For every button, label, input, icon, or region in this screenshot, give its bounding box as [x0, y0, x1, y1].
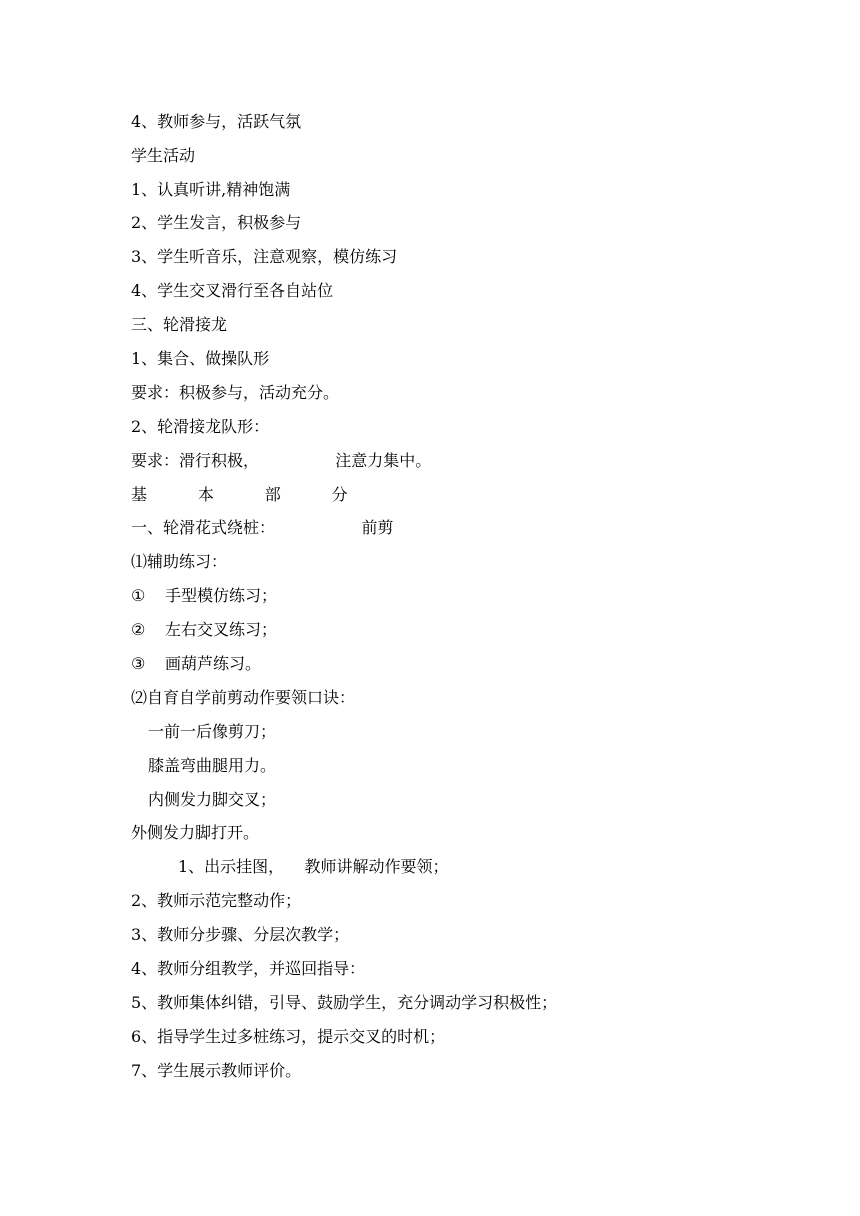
text-line: 4、教师分组教学，并巡回指导： [131, 959, 366, 978]
list-item-text: 画葫芦练习。 [165, 654, 262, 673]
text-line: 要求：积极参与，活动充分。 [131, 383, 340, 402]
section-heading: 基 本 部 分 [131, 485, 348, 504]
text-line: 2、学生发言，积极参与 [131, 213, 302, 232]
list-marker: ① [131, 586, 146, 605]
text-line: 7、学生展示教师评价。 [131, 1061, 302, 1080]
list-marker: ③ [131, 654, 146, 673]
verse-line: 内侧发力脚交叉； [148, 790, 277, 809]
list-item [131, 586, 277, 606]
text-line: 4、学生交叉滑行至各自站位 [131, 281, 334, 300]
text-line: 2、教师示范完整动作； [131, 891, 302, 910]
text-line: 4、教师参与，活跃气氛 [131, 112, 302, 131]
text-line: 1、认真听讲,精神饱满 [131, 180, 291, 199]
text-line: ⑵自育自学前剪动作要领口诀： [131, 688, 356, 707]
verse-line: 膝盖弯曲腿用力。 [148, 756, 277, 775]
text-line: 2、轮滑接龙队形： [131, 417, 270, 436]
list-item-text: 左右交叉练习； [165, 620, 278, 639]
text-line: 要求：滑行积极， 注意力集中。 [131, 451, 432, 470]
list-item [131, 620, 277, 640]
verse-line: 一前一后像剪刀； [148, 722, 277, 741]
list-item-text: 手型模仿练习； [165, 586, 278, 605]
section-heading: 学生活动 [131, 146, 196, 165]
list-item [131, 654, 261, 674]
text-line: 1、集合、做操队形 [131, 349, 270, 368]
list-marker: ② [131, 620, 146, 639]
text-line: ⑴辅助练习： [131, 552, 228, 571]
text-line: 6、指导学生过多桩练习，提示交叉的时机； [131, 1027, 446, 1046]
text-line: 1、出示挂图， 教师讲解动作要领； [178, 857, 449, 876]
text-line: 3、教师分步骤、分层次教学； [131, 925, 350, 944]
verse-line: 外侧发力脚打开。 [131, 823, 260, 842]
section-heading: 三、轮滑接龙 [131, 315, 228, 334]
text-line: 3、学生听音乐，注意观察，模仿练习 [131, 247, 398, 266]
text-line: 5、教师集体纠错，引导、鼓励学生，充分调动学习积极性； [131, 993, 558, 1012]
section-heading: 一、轮滑花式绕桩： 前剪 [131, 518, 394, 537]
